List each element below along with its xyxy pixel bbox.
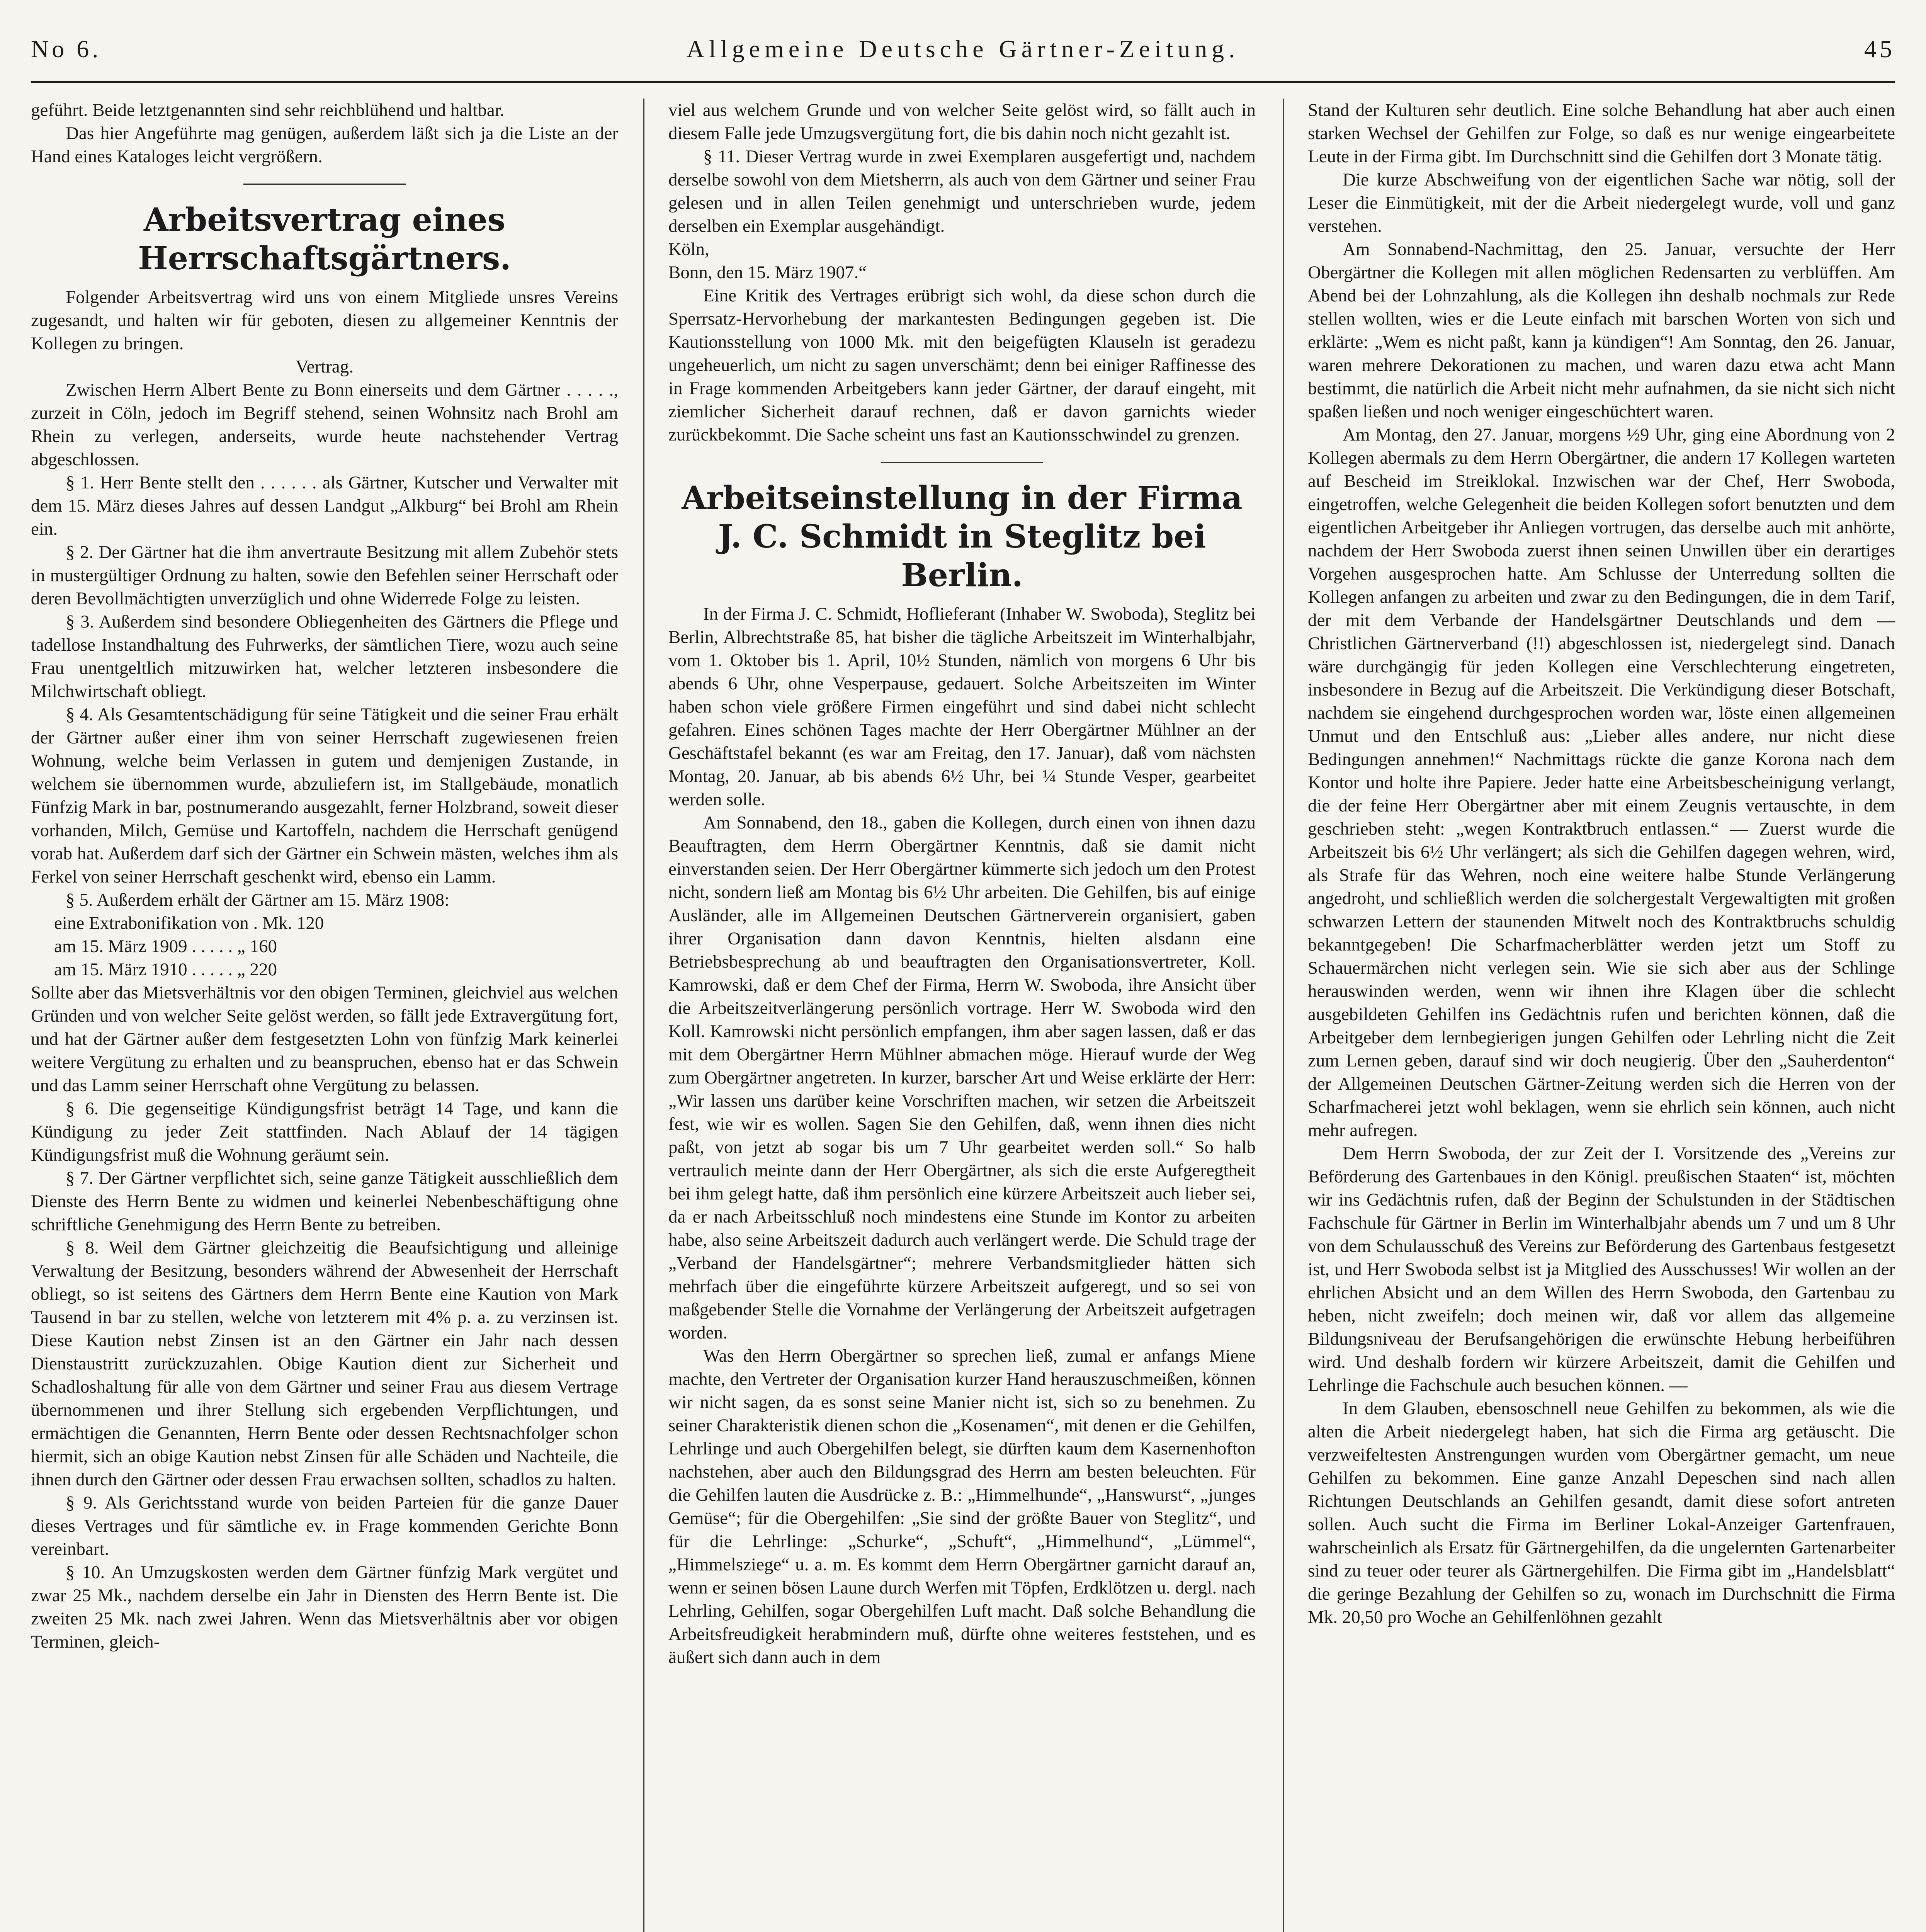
clause: § 10. An Umzugskosten werden dem Gärtner fünfzig Mark vergütet und zwar 25 Mk., nachdem derselbe ein Jahr in Diensten des Herrn Bente ist. Die zweiten 25 Mk. nach zwei Jahren. Wenn das Mietsverhältnis aber vor obigen Terminen, gleich- — [31, 1562, 618, 1652]
paragraph: Am Sonnabend, den 18., gaben die Kollegen, durch einen von ihnen dazu Beauftragten, dem Herrn Obergärtner Kenntnis, daß sie damit nicht einverstanden seien. Der Herr Obergärtner kümmerte sich jedoch um den Protest nicht, sondern ließ am Montag bis 6½ Uhr arbeiten. Die Gehilfen, bis auf einige Ausländer, alle im Allgemeinen Deutschen Gärtnerverein organisiert, gaben ihrer Organisation dann davon Kenntnis, hielten alsdann eine Betriebsbesprechung ab und beauftragten den Organisationsvertreter, Koll. Kamrowski, daß er dem Chef der Firma, Herrn W. Swoboda, ihre Ansicht über die Arbeitszeitverlängerung persönlich vortrage. Herr W. Swoboda wird den Koll. Kamrowski nicht persönlich empfangen, ihm aber sagen lassen, daß er das mit dem Obergärtner Herrn Mühlner abmachen möge. Hierauf wurde der Weg zum Obergärtner angetreten. In kurzer, barscher Art und Weise erklärte der Herr: „Wir lassen uns darüber keine Vorschriften machen, wir setzen die Arbeitszeit fest, wie wir es wollen. Sagen Sie den Gehilfen, daß, wenn ihnen dies nicht paßt, von jetzt ab sogar bis um 7 Uhr gearbeitet werden soll.“ So halb vertraulich meinte dann der Herr Obergärtner, als sich die erste Aufgeregtheit bei ihm gelegt hatte, daß ihm persönlich eine kürzere Arbeitszeit auch lieber sei, da er nach Arbeitsschluß noch mindestens eine Stunde im Kontor zu arbeiten habe, also seine Arbeitszeit dadurch auch verlängert werde. Die Schuld trage der „Verband der Handelsgärtner“; mehrere Verbandsmitglieder hätten sich mehrfach über die eingeführte kürzere Arbeitszeit aufgeregt, und so sei von maßgebender Stelle die Vornahme der Verlängerung der Arbeitszeit aufgetragen worden. — [668, 813, 1256, 1343]
paragraph: geführt. Beide letztgenannten sind sehr reichblühend und haltbar. — [31, 100, 505, 120]
paragraph: Am Sonnabend-Nachmittag, den 25. Januar, versuchte der Herr Obergärtner die Kollegen mit allen möglichen Redensarten zu verblüffen. Am Abend bei der Lohnzahlung, als die Kollegen ihn deshalb nochmals zur Rede stellen wollten, wies er die Leute einfach mit barschen Worten von sich und erklärte: „Wem es nicht paßt, kann ja kündigen“! Am Sonntag, den 26. Januar, waren mehrere Dekorationen zu machen, und waren dazu etwa acht Mann bestimmt, die natürlich die Arbeit nicht mehr aufnahmen, da sie nicht sich nicht spaßen ließen und noch weniger eingeschüchtert waren. — [1308, 239, 1895, 422]
paragraph: In dem Glauben, ebensoschnell neue Gehilfen zu bekommen, als wie die alten die Arbeit niedergelegt haben, hat sich die Firma arg getäuscht. Die verzweifeltesten Anstrengungen wurden vom Obergärtner gemacht, um neue Gehilfen zu bekommen. Eine ganze Anzahl Depeschen sind nach allen Richtungen Deutschlands an Gehilfen gesandt, damit diese sofort antreten sollen. Auch sucht die Firma im Berliner Lokal-Anzeiger Gartenfrauen, wahrscheinlich als Ersatz für Gärtnergehilfen, da die ungelernten Gartenarbeiter sind zu teuer oder teurer als Gärtnergehilfen. Die Firma gibt im „Handelsblatt“ die geringe Bezahlung der Gehilfen so zu, wonach im Durchschnitt die Firma Mk. 20,50 pro Woche an Gehilfenlöhnen gezahlt — [1308, 1398, 1895, 1627]
paragraph: Das hier Angeführte mag genügen, außerdem läßt sich ja die Liste an der Hand eines Kataloges leicht vergrößern. — [31, 123, 618, 167]
section-divider — [243, 184, 406, 185]
column-divider — [1283, 99, 1284, 1932]
clause: § 8. Weil dem Gärtner gleichzeitig die Beaufsichtigung und alleinige Verwaltung der Besitzung, besonders während der Abwesenheit der Herrschaft obliegt, so ist seitens des Gärtners dem Herrn Bente eine Kaution von Mark Tausend in bar zu stellen, welche von letzterem mit 4% p. a. zu verzinsen ist. Diese Kaution nebst Zinsen ist an den Gärtner ein Jahr nach dessen Dienstaustritt zurückzuzahlen. Obige Kaution dient zur Sicherheit und Schadloshaltung für alle von dem Gärtner und seiner Frau aus diesem Vertrage übernommenen und ihrer Stellung sich ergebenden Verpflichtungen, und ermächtigen die Genannten, Herrn Bente oder dessen Rechtsnachfolger schon hiermit, sich an obige Kaution nebst Zinsen für alle Schäden und Nachteile, die ihnen durch den Gärtner oder dessen Frau erwachsen sollten, schadlos zu halten. — [31, 1238, 618, 1490]
column-2 — [668, 99, 1256, 1932]
article-heading: Arbeitsvertrag eines Herrschaftsgärtners. — [138, 201, 511, 277]
clause: § 6. Die gegenseitige Kündigungsfrist beträgt 14 Tage, und kann die Kündigung zu jeder Zeit stattfinden. Nach Ablauf der 14 tägigen Kündigungsfrist muß die Wohnung geräumt sein. — [31, 1099, 618, 1165]
column-3 — [1308, 99, 1895, 1932]
page-header — [31, 23, 1895, 83]
article-heading: Arbeitseinstellung in der Firma J. C. Schmidt in Steglitz bei Berlin. — [682, 480, 1243, 594]
paragraph: Eine Kritik des Vertrages erübrigt sich wohl, da diese schon durch die Sperrsatz-Hervorhebung der markantesten Bedingungen gegeben ist. Die Kautionsstellung von 1000 Mk. mit den beigefügten Klauseln ist geradezu ungeheuerlich, um nicht zu sagen unverschämt; denn bei einiger Raffinesse des in Frage kommenden Arbeitgebers kann jeder Gärtner, der darauf eingeht, mit ziemlicher Sicherheit darauf rechnen, daß er davon garnichts wieder zurückbekommt. Die Sache scheint uns fast an Kautionsschwindel zu grenzen. — [668, 286, 1256, 445]
newspaper-title: Allgemeine Deutsche Gärtner-Zeitung. — [686, 35, 1240, 63]
clause: § 3. Außerdem sind besondere Obliegenheiten des Gärtners die Pflege und tadellose Instandhaltung des Fuhrwerks, der sämtlichen Tiere, wozu auch seine Frau unentgeltlich mitzuwirken hat, welcher letzteren insbesondere die Milchwirtschaft obliegt. — [31, 612, 618, 701]
bonus-line: am 15. März 1910 . . . . . „ 220 — [54, 959, 277, 980]
clause: § 7. Der Gärtner verpflichtet sich, seine ganze Tätigkeit ausschließlich dem Dienste des Herrn Bente zu widmen und keinerlei Nebenbeschäftigung ohne schriftliche Genehmigung des Herrn Bente zu betreiben. — [31, 1168, 618, 1235]
clause: § 5. Außerdem erhält der Gärtner am 15. März 1908: — [66, 890, 450, 910]
clause: § 11. Dieser Vertrag wurde in zwei Exemplaren ausgefertigt und, nachdem derselbe sowohl von dem Mietsherrn, als auch von dem Gärtner und seiner Frau gelesen und in allen Teilen genehmigt und unterschrieben wurde, jedem derselben ein Exemplar ausgehändigt. — [668, 146, 1256, 236]
paragraph: Am Montag, den 27. Januar, morgens ½9 Uhr, ging eine Abordnung von 2 Kollegen abermals zu dem Herrn Obergärtner, die andern 17 Kollegen warteten auf Bescheid im Streiklokal. Inzwischen war der Chef, Herr Swoboda, eingetroffen, welche Gelegenheit die beiden Kollegen sofort benutzten und dem eigentlichen Arbeitgeber ihr Anliegen vortrugen, das derselbe auch mit anhörte, nachdem der Herr Swoboda zuerst ihnen seinen Unwillen über ein derartiges Vorgehen ausgesprochen hatte. Am Schlusse der Unterredung sollten die Kollegen anfangen zu arbeiten und zwar zu den Bedingungen, die in dem Tarif, der mit dem Verbande der Handelsgärtner Deutschlands und dem — Christlichen Gärtnerverband (!!) abgeschlossen ist, niedergelegt sind. Danach wäre durchgängig für jeden Kollegen eine Verschlechterung eingetreten, insbesondere in Bezug auf die Arbeitszeit. Die Verkündigung dieser Botschaft, nachdem sie eingehend durchgesprochen worden war, löste einen allgemeinen Unmut und den Entschluß aus: „Lieber alles andere, nur nicht diese Bedingungen annehmen!“ Nachmittags rückte die ganze Korona nach dem Kontor und holte ihre Papiere. Jeder hatte eine Arbeitsbescheinigung verlangt, die der feine Herr Obergärtner aber mit einem Zeugnis vertauschte, in dem geschrieben steht: „wegen Kontraktbruch entlassen.“ — Zuerst wurde die Arbeitszeit bis 6½ Uhr verlängert; als sich die Gehilfen dagegen wehren, wird, als Strafe für das Wehren, noch eine weitere halbe Stunde Verlängerung angedroht, und schließlich werden die solchergestalt Vergewaltigten mit großen schwarzen Lettern der staunenden Mitwelt noch des Kontraktbruchs schuldig bekanntgegeben! Die Scharfmacherblätter werden jetzt um Stoff zu Schauermärchen nicht verlegen sein. Wie sie sich aber aus der Schlinge herauswinden werden, wenn wir ihnen ihre Klagen über die schlecht ausgebildeten Gehilfen ins Gedächtnis rufen und berichten können, daß die Arbeitgeber dem lernbegierigen jungen Gehilfen oder Lehrling nicht die Zeit zum Lernen geben, darauf sind wir doch neugierig. Über den „Sauherdenton“ der Allgemeinen Deutschen Gärtner-Zeitung werden sich die Herren von der Scharfmacherei jetzt wohl beklagen, wenn sie ehrlich sein können, auch nicht mehr aufregen. — [1308, 425, 1895, 1140]
contract-title: Vertrag. — [295, 357, 354, 377]
newspaper-page — [31, 23, 1895, 1932]
paragraph: Sollte aber das Mietsverhältnis vor den obigen Terminen, gleichviel aus welchen Gründen und von welcher Seite gelöst werden, so fällt jede Extravergütung fort, und hat der Gärtner außer dem festgesetzten Lohn von fünfzig Mark keinerlei weitere Vergütung zu erhalten und zu beanspruchen, ebenso hat er das Schwein und das Lamm seiner Herrschaft ohne Vergütung zu belassen. — [31, 983, 618, 1095]
paragraph: Zwischen Herrn Albert Bente zu Bonn einerseits und dem Gärtner . . . . ., zurzeit in Cöln, jedoch im Begriff stehend, seinen Wohnsitz nach Brohl am Rhein zu verlegen, anderseits, wurde heute nachstehender Vertrag abgeschlossen. — [31, 380, 618, 469]
place-line: Köln, — [668, 239, 709, 259]
bonus-line: am 15. März 1909 . . . . . „ 160 — [54, 936, 277, 956]
paragraph: Stand der Kulturen sehr deutlich. Eine solche Behandlung hat aber auch einen starken Wechsel der Gehilfen zur Folge, so daß es nur wenige eingearbeitete Leute in der Firma gibt. Im Durchschnitt sind die Gehilfen dort 3 Monate tätig. — [1308, 100, 1895, 167]
paragraph: viel aus welchem Grunde und von welcher Seite gelöst wird, so fällt auch in diesem Falle jede Umzugsvergütung fort, die bis dahin noch nicht gezahlt ist. — [668, 100, 1256, 143]
paragraph: Was den Herrn Obergärtner so sprechen ließ, zumal er anfangs Miene machte, den Vertreter der Organisation kurzer Hand herauszuschmeißen, können wir nicht sagen, da es sonst seine Manier nicht ist, sich so zu benehmen. Zu seiner Charakteristik dienen schon die „Kosenamen“, mit denen er die Gehilfen, Lehrlinge und auch Obergehilfen belegt, sie dürften kaum dem Kasernenhofton nachstehen, aber auch den Bildungsgrad des Herrn am besten beleuchten. Für die Gehilfen lauten die Ausdrücke z. B.: „Himmelhunde“, „Hanswurst“, „junges Gemüse“; für die Obergehilfen: „Sie sind der größte Bauer von Steglitz“, und für die Lehrlinge: „Schurke“, „Schuft“, „Himmelhund“, „Lümmel“, „Himmelsziege“ u. a. m. Es kommt dem Herrn Obergärtner garnicht darauf an, wenn er seinen bösen Laune durch Werfen mit Töpfen, Erdklötzen u. dergl. nach Lehrling, Gehilfen, sogar Obergehilfen Luft macht. Daß solche Behandlung die Arbeitsfreudigkeit herabmindern muß, dürfte ohne weiteres feststehen, und es äußert sich dann auch in dem — [668, 1346, 1256, 1667]
paragraph: Dem Herrn Swoboda, der zur Zeit der I. Vorsitzende des „Vereins zur Beförderung des Gartenbaues in den Königl. preußischen Staaten“ ist, möchten wir ins Gedächtnis rufen, daß der Beginn der Schulstunden in der Städtischen Fachschule für Gärtner in Berlin im Winterhalbjahr abends um 7 und um 8 Uhr von dem Schulausschuß des Vereins zur Beförderung des Gartenbaus festgesetzt ist, und Herr Swoboda selbst ist ja Mitglied des Ausschusses! Wir wollen an der ehrlichen Absicht und an dem Willen des Herrn Swoboda, den Gartenbau zu heben, nicht zweifeln; doch meinen wir, daß vor allem das allgemeine Bildungsniveau der Berufsangehörigen die erwünschte Hebung herbeiführen wird. Und deshalb fordern wir kürzere Arbeitszeit, damit die Gehilfen und Lehrlinge die Fachschule auch besuchen können. — — [1308, 1143, 1895, 1395]
column-1 — [31, 99, 618, 1932]
clause: § 4. Als Gesamtentschädigung für seine Tätigkeit und die seiner Frau erhält der Gärtner außer einer ihm von seiner Herrschaft zugewiesenen freien Wohnung, welche beim Verlassen in gutem und demjenigen Zustande, in welchem sie übernommen wurde, abzuliefern ist, im Stallgebäude, monatlich Fünfzig Mark in bar, postnumerando ausgezahlt, ferner Holzbrand, soweit dieser vorhanden, Milch, Gemüse und Kartoffeln, nachdem die Herrschaft genügend vorab hat. Außerdem darf sich der Gärtner ein Schwein mästen, welches ihm als Ferkel von seiner Herrschaft geschenkt wird, ebenso ein Lamm. — [31, 704, 618, 887]
page-number: 45 — [1864, 35, 1895, 63]
place-date-line: Bonn, den 15. März 1907.“ — [668, 262, 867, 282]
paragraph: Folgender Arbeitsvertrag wird uns von einem Mitgliede unsres Vereins zugesandt, und halten wir für geboten, diesen zu allgemeiner Kenntnis der Kollegen zu bringen. — [31, 287, 618, 354]
section-divider — [881, 462, 1043, 463]
paragraph: In der Firma J. C. Schmidt, Hoflieferant (Inhaber W. Swoboda), Steglitz bei Berlin, Albrechtstraße 85, hat bisher die tägliche Arbeitszeit im Winterhalbjahr, vom 1. Oktober bis 1. April, 10½ Stunden, nämlich von morgens 6 Uhr bis abends 6 Uhr, ohne Vesperpause, gedauert. Solche Arbeitszeiten im Winter haben schon viele größere Firmen eingeführt und sind dabei nicht schlecht gefahren. Eines schönen Tages machte der Herr Obergärtner Mühlner an der Geschäftstafel bekannt (es war am Freitag, den 17. Januar), daß vom nächsten Montag, 20. Januar, ab bis abends 6½ Uhr, bei ¼ Stunde Vesper, gearbeitet werden solle. — [668, 604, 1256, 810]
bonus-line: eine Extrabonifikation von . Mk. 120 — [54, 913, 324, 933]
clause: § 2. Der Gärtner hat die ihm anvertraute Besitzung mit allem Zubehör stets in mustergültiger Ordnung zu halten, sowie den Befehlen seiner Herrschaft oder deren Bevollmächtigten unverzüglich und ohne Widerrede Folge zu leisten. — [31, 542, 618, 609]
paragraph: Die kurze Abschweifung von der eigentlichen Sache war nötig, soll der Leser die Einmütigkeit, mit der die Arbeit niedergelegt wurde, voll und ganz verstehen. — [1308, 170, 1895, 236]
clause: § 9. Als Gerichtsstand wurde von beiden Parteien für die ganze Dauer dieses Vertrages und für sämtliche ev. in Frage kommenden Gerichte Bonn vereinbart. — [31, 1493, 618, 1559]
clause: § 1. Herr Bente stellt den . . . . . . als Gärtner, Kutscher und Verwalter mit dem 15. März dieses Jahres auf dessen Landgut „Alkburg“ bei Brohl am Rhein ein. — [31, 473, 618, 539]
issue-number: No 6. — [31, 35, 102, 63]
column-divider — [643, 99, 644, 1932]
